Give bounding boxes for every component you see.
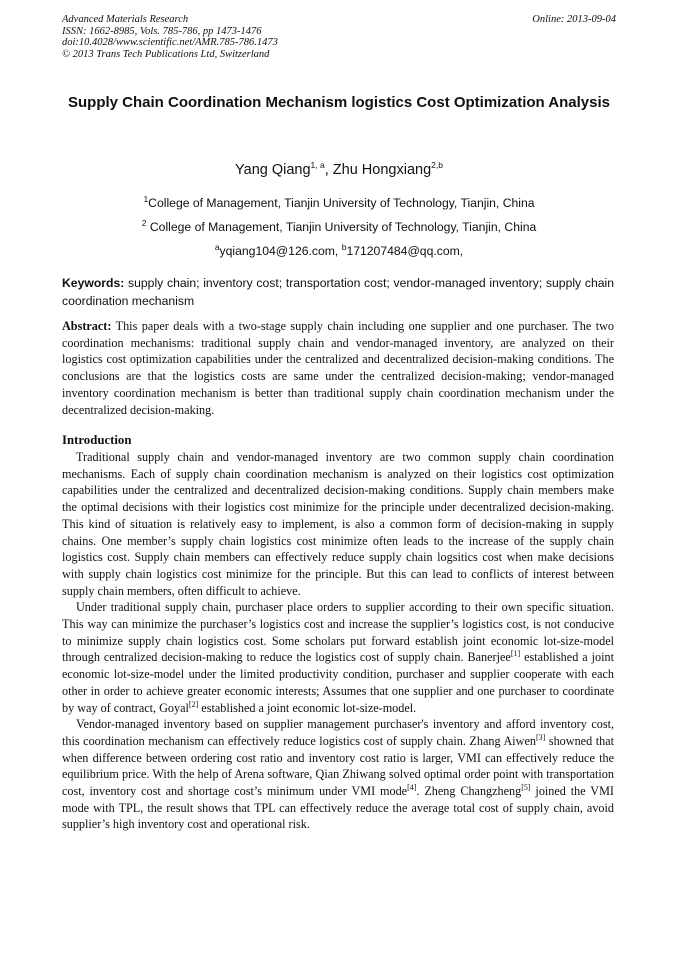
paragraph-text: showned that when difference between ordering cost ratio and inventory cost ratio is larger, VMI can effectively reduce the equilibrium price. With the help of Arena software, Qian Zhiwang solved optimal order point with transportation cost, inventory cost and shortage cost’s minimum under VMI mode [62, 733, 614, 799]
email-line [62, 243, 616, 259]
affiliation-1 [62, 195, 616, 211]
keywords-section [62, 274, 614, 310]
journal-name: Advanced Materials Research [62, 14, 189, 25]
author-name: Yang Qiang [235, 162, 311, 178]
affiliation-sup: 1 [143, 193, 149, 204]
paragraph-text: Traditional supply chain and vendor-managed inventory are two common supply chain coordination mechanisms. Each of supply chain coordination mechanism is analyzed on their logistics cost optimization capabilities under the centralized and decentralized decision-making conditions. Supply chain members make the optimal decisions with their logistics cost minimize for the principle under decentralized decision-making. This kind of situation is relatively easy to implement, is also a common form of decision-making in supply chains. One member’s supply chain logistics cost minimize often leads to the increase of the supply chain logistics cost. Supply chain members can effectively reduce supply chain logsitics cost when make decisions with supply chain logistics cost minimize for the principle. But this can lead to conflicts of interest between supply chain members, often difficult to achieve. [62, 450, 614, 598]
paragraph-text: joined the VMI mode with TPL, the result shows that TPL can effectively reduce the average total cost of supply chain, avoid supplier’s high inventory cost and operational risk. [62, 784, 614, 832]
email-a: yqiang104@126.com, [219, 244, 339, 258]
affiliation-2 [62, 219, 616, 235]
citation-ref: [1] [510, 649, 521, 659]
abstract-text: This paper deals with a two-stage supply chain including one supplier and one purchaser. The two coordination mechanisms: traditional supply chain and vendor-managed inventory, are analyzed on their logistics cost optimization capabilities under the centralized and decentralized decision-making conditions. The conclusions are that the logistics costs are same under the centralized decision-making; vendor-managed inventory coordination mechanism is better than traditional supply chain coordination mechanism under the decentralized decision-making. [62, 319, 614, 417]
section-heading: Introduction [62, 433, 132, 447]
online-date: Online: 2013-09-04 [532, 14, 616, 25]
introduction-section [62, 432, 614, 833]
paragraph-text: . Zheng Changzheng [416, 784, 522, 799]
citation-ref: [4] [407, 783, 417, 792]
citation-ref: [3] [535, 732, 546, 742]
paragraph-text: established a joint economic lot-size-model under the limited productivity condition, purchaser and supplier cooperate with each other in order to achieve greater economic interests; Assumes that one supplier and one purchaser to coordinate by way of contract, Goyal [62, 650, 614, 715]
keywords-label: Keywords: [62, 276, 125, 290]
keywords-text: supply chain; inventory cost; transportation cost; vendor-managed inventory; supply chain coordination mechanism [62, 276, 614, 308]
abstract-section [62, 318, 614, 418]
issn-line: ISSN: 1662-8985, Vols. 785-786, pp 1473-1476 [62, 25, 262, 37]
email-sup: a [214, 241, 220, 252]
citation-ref: [2] [188, 699, 199, 709]
author-name: Zhu Hongxiang [332, 162, 432, 178]
paragraph [62, 599, 614, 716]
doi-line: doi:10.4028/www.scientific.net/AMR.785-786.1473 [62, 37, 278, 48]
email-b: 171207484@qq.com, [346, 244, 464, 258]
author-sup: 2,b [431, 160, 443, 171]
affiliation-text: College of Management, Tianjin University of Technology, Tianjin, China [149, 220, 537, 234]
journal-header [62, 14, 616, 60]
paragraph-text: Under traditional supply chain, purchaser place orders to supplier according to their own specific situation. This way can minimize the purchaser’s logistics cost and increase the supplier’s logistics cost, is not conducive to minimize supply chain logistics cost. Some scholars put forward establish joint economic lot-size-model through centralized decision-making to reduce the logistics cost of supply chain. Banerjee [62, 600, 614, 665]
paragraph [62, 716, 614, 833]
paragraph [62, 449, 614, 599]
affiliation-text: College of Management, Tianjin University of Technology, Tianjin, China [148, 196, 535, 210]
paragraph-text: Vendor-managed inventory based on supplier management purchaser's inventory and afford inventory cost, this coordination mechanism can effectively reduce logistics cost of supply chain. Zhang Aiwen [62, 717, 614, 748]
author-list: Yang Qiang$^{1, a}$, Zhu Hongxiang$^{2,b}$ [235, 160, 443, 178]
copyright-line: © 2013 Trans Tech Publications Ltd, Switzerland [62, 48, 270, 60]
citation-ref: [5] [521, 783, 531, 792]
abstract-label: Abstract: [62, 319, 112, 333]
author-sup: 1, a [310, 160, 325, 171]
paragraph-text: established a joint economic lot-size-model. [198, 700, 417, 715]
affiliation-sup: 2 [141, 217, 147, 228]
email-sup: b [341, 241, 347, 252]
paper-title: Supply Chain Coordination Mechanism logistics Cost Optimization Analysis [67, 94, 610, 111]
